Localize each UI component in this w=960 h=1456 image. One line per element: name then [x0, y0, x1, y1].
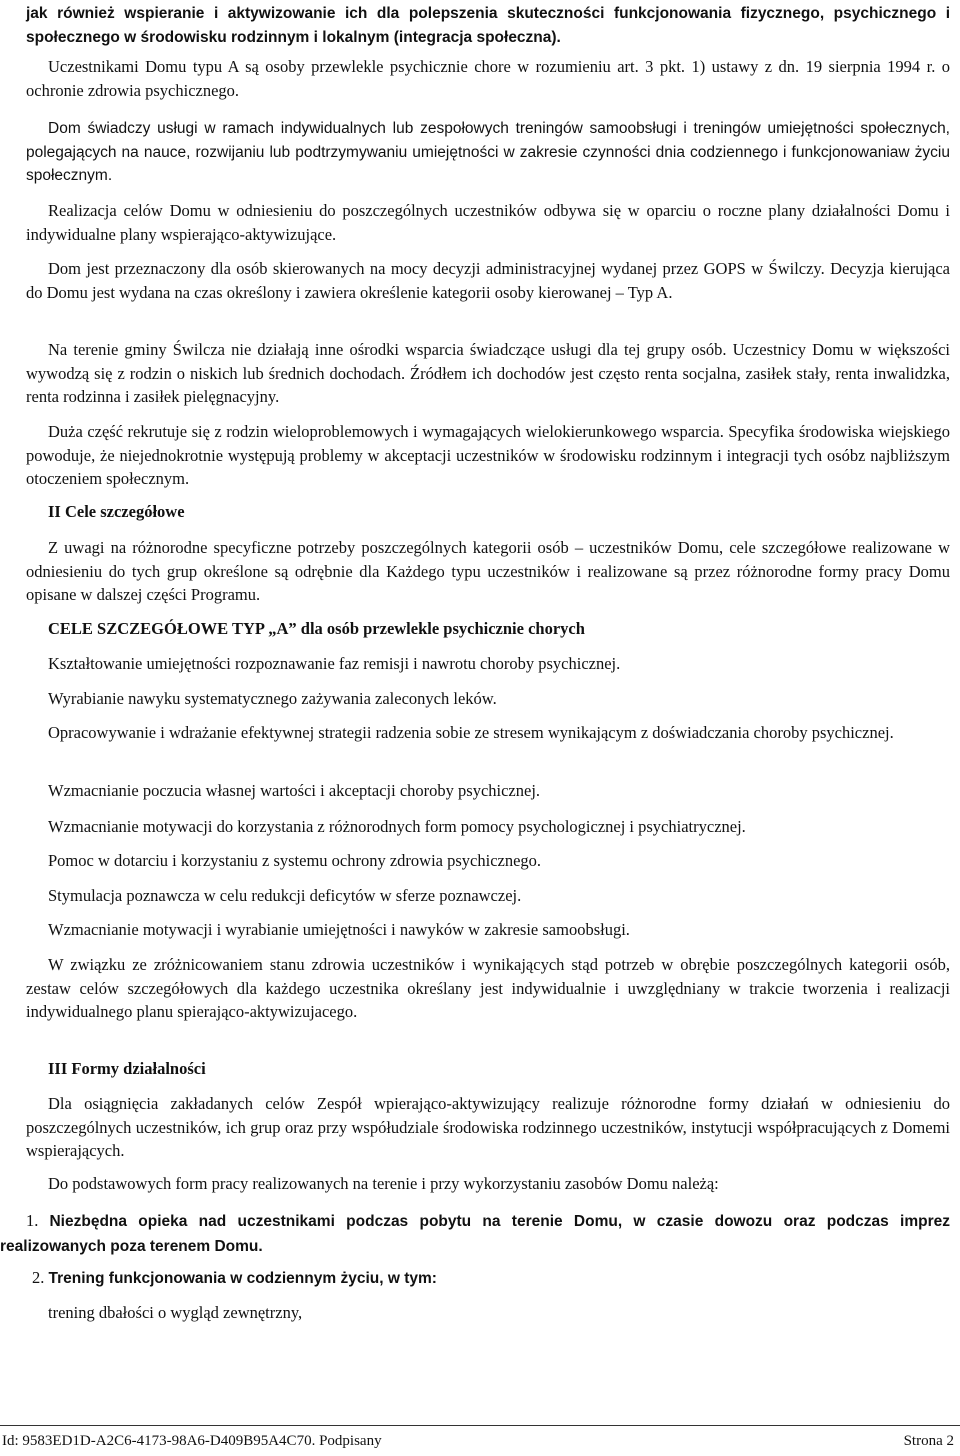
goal-item: Wzmacnianie motywacji do korzystania z różnorodnych form pomocy psychologicznej i psychiatrycznej. — [48, 817, 746, 836]
paragraph-forms: Dla osiągnięcia zakładanych celów Zespół wpierająco-aktywizujący realizuje różnorodne formy działań w odniesieniu do poszczególnych uczestników, ich grup oraz przy współudziale środowiska rodzinnego uczestników, instytucji współpracujących z Domemi wspierających. — [26, 1094, 950, 1160]
paragraph-goals: Realizacja celów Domu w odniesieniu do poszczególnych uczestników odbywa się w oparciu o roczne plany działalności Domu i indywidualne plany wspierająco-aktywizujące. — [26, 201, 950, 244]
paragraph-referral: Dom jest przeznaczony dla osób skierowanych na mocy decyzji administracyjnej wydanej przez GOPS w Świlczy. Decyzja kierująca do Domu jest wydana na czas określony i zawiera określenie kategorii osoby kierowanej – Typ A. — [26, 259, 950, 302]
sub-list-item: trening dbałości o wygląd zewnętrzny, — [48, 1303, 303, 1322]
footer-page-number: Strona 2 — [903, 1433, 954, 1449]
section-heading-forms: III Formy działalności — [48, 1059, 206, 1078]
list-item — [0, 1209, 950, 1258]
paragraph-diversity: W związku ze zróżnicowaniem stanu zdrowia uczestników i wynikających stąd potrzeb w obrębie poszczególnych kategorii osób, zestaw celów szczegółowych dla każdego uczestnika określany jest indywidualnie i uwzględniany w trakcie tworzenia i realizacji indywidualnego planu spierająco-aktywizujacego. — [26, 955, 950, 1021]
list-item — [0, 1266, 950, 1291]
paragraph-services: Dom świadczy usługi w ramach indywidualnych lub zespołowych treningów samoobsługi i treningów umiejętności społecznych, polegających na nauce, rozwijaniu lub podtrzymywaniu umiejętności w zakresie czynności dnia codziennego i funkcjonowaniaw życiu społecznym. — [26, 120, 950, 184]
paragraph-specific-goals: Z uwagi na różnorodne specyficzne potrzeby poszczególnych kategorii osób – uczestników Domu, cele szczegółowe realizowane w odniesieniu do tych grup określone są odrębnie dla Każdego typu uczestników i realizowane są przez różnorodne formy pracy Domu opisane w dalszej części Programu. — [26, 538, 950, 604]
footer-document-id: Id: 9583ED1D-A2C6-4173-98A6-D409B95A4C70. Podpisany — [2, 1433, 382, 1449]
goal-item: Kształtowanie umiejętności rozpoznawanie faz remisji i nawrotu choroby psychicznej. — [48, 654, 621, 673]
footer-divider — [0, 1425, 960, 1426]
goal-item: Stymulacja poznawcza w celu redukcji deficytów w sferze poznawczej. — [48, 886, 522, 905]
paragraph-basic-forms: Do podstawowych form pracy realizowanych na terenie i przy wykorzystaniu zasobów Domu należą: — [48, 1174, 719, 1193]
list-number: 2. — [32, 1268, 45, 1287]
goal-item: Opracowywanie i wdrażanie efektywnej strategii radzenia sobie ze stresem wynikającym z doświadczania choroby psychicznej. — [48, 723, 894, 742]
section-heading-specific-goals: II Cele szczegółowe — [48, 502, 185, 521]
list-item-text: Niezbędna opieka nad uczestnikami podczas pobytu na terenie Domu, w czasie dowozu oraz podczas imprez realizowanych poza terenem Domu. — [0, 1213, 950, 1255]
goal-item: Wzmacnianie motywacji i wyrabianie umiejętności i nawyków w zakresie samoobsługi. — [48, 920, 630, 939]
goal-item: Pomoc w dotarciu i korzystaniu z systemu ochrony zdrowia psychicznego. — [48, 851, 542, 870]
goal-item: Wyrabianie nawyku systematycznego zażywania zaleconych leków. — [48, 689, 497, 708]
list-number: 1. — [26, 1211, 39, 1230]
paragraph-families: Duża część rekrutuje się z rodzin wieloproblemowych i wymagających wielokierunkowego wsparcia. Specyfika środowiska wiejskiego powoduje, że niejednokrotnie występują problemy w akceptacji uczestników w środowisku rodzinnym i integracji tych osóbz najbliższym otoczeniem społecznym. — [26, 422, 950, 488]
goal-item: Wzmacnianie poczucia własnej wartości i akceptacji choroby psychicznej. — [48, 781, 541, 800]
paragraph-area: Na terenie gminy Świlcza nie działają inne ośrodki wsparcia świadczące usługi dla tej grupy osób. Uczestnicy Domu w większości wywodzą się z rodzin o niskich lub średnich dochodach. Źródłem ich dochodów jest często renta socjalna, zasiłek stały, renta inwalidzka, renta rodzinna i zasiłek pielęgnacyjny. — [26, 340, 950, 406]
paragraph-participants: Uczestnikami Domu typu A są osoby przewlekle psychicznie chore w rozumieniu art. 3 pkt. 1) ustawy z dn. 19 sierpnia 1994 r. o ochronie zdrowia psychicznego. — [26, 57, 950, 100]
heading-type-a-goals: CELE SZCZEGÓŁOWE TYP „A” dla osób przewlekle psychicznie chorych — [48, 619, 585, 638]
list-item-text: Trening funkcjonowania w codziennym życiu, w tym: — [48, 1270, 437, 1287]
paragraph-top-continuation: jak również wspieranie i aktywizowanie ich dla polepszenia skuteczności funkcjonowania fizycznego, psychicznego i społecznego w środowisku rodzinnym i lokalnym (integracja społeczna). — [26, 5, 950, 46]
